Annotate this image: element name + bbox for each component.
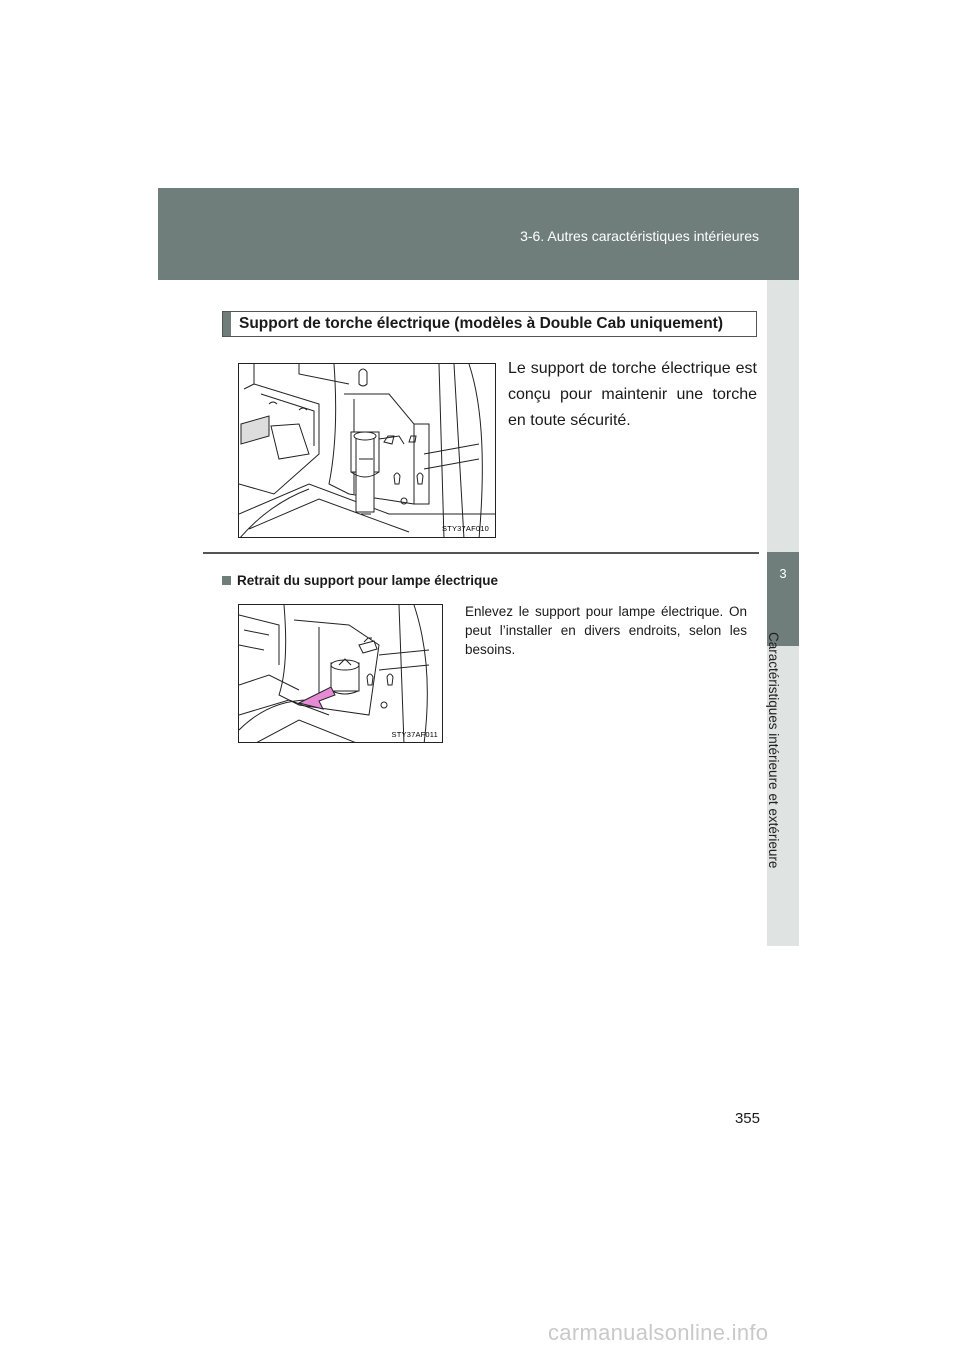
section-heading-text: Support de torche électrique (modèles à Double Cab uniquement)	[239, 315, 724, 332]
header-title: 3-6. Autres caractéristiques intérieures	[520, 228, 759, 244]
section-heading	[222, 311, 757, 337]
figure-code: STY37AF011	[391, 730, 438, 739]
figure-flashlight-holder	[238, 363, 496, 538]
side-strip-top	[767, 280, 799, 552]
section-divider	[203, 552, 759, 554]
watermark: carmanualsonline.info	[548, 1320, 769, 1345]
illustration-holder-mounted	[239, 364, 496, 538]
figure-holder-removal	[238, 604, 443, 743]
page-number: 355	[734, 1110, 760, 1127]
header-band	[158, 188, 799, 280]
illustration-holder-removal	[239, 605, 443, 743]
subsection-heading	[222, 573, 498, 588]
section-description: Le support de torche électrique est conçu pour maintenir une torche en toute sécurité.	[508, 360, 757, 429]
chapter-number: 3	[779, 566, 787, 581]
subsection-description: Enlevez le support pour lampe électrique. On peut l’installer en divers endroits, selon les besoins.	[465, 604, 747, 657]
subsection-heading-text: Retrait du support pour lampe électrique	[237, 573, 499, 588]
heading-bar	[223, 312, 231, 336]
chapter-label: Caractéristiques intérieure et extérieure	[766, 632, 781, 869]
figure-code: STY37AF010	[441, 524, 489, 533]
bullet-square-icon	[222, 576, 231, 585]
